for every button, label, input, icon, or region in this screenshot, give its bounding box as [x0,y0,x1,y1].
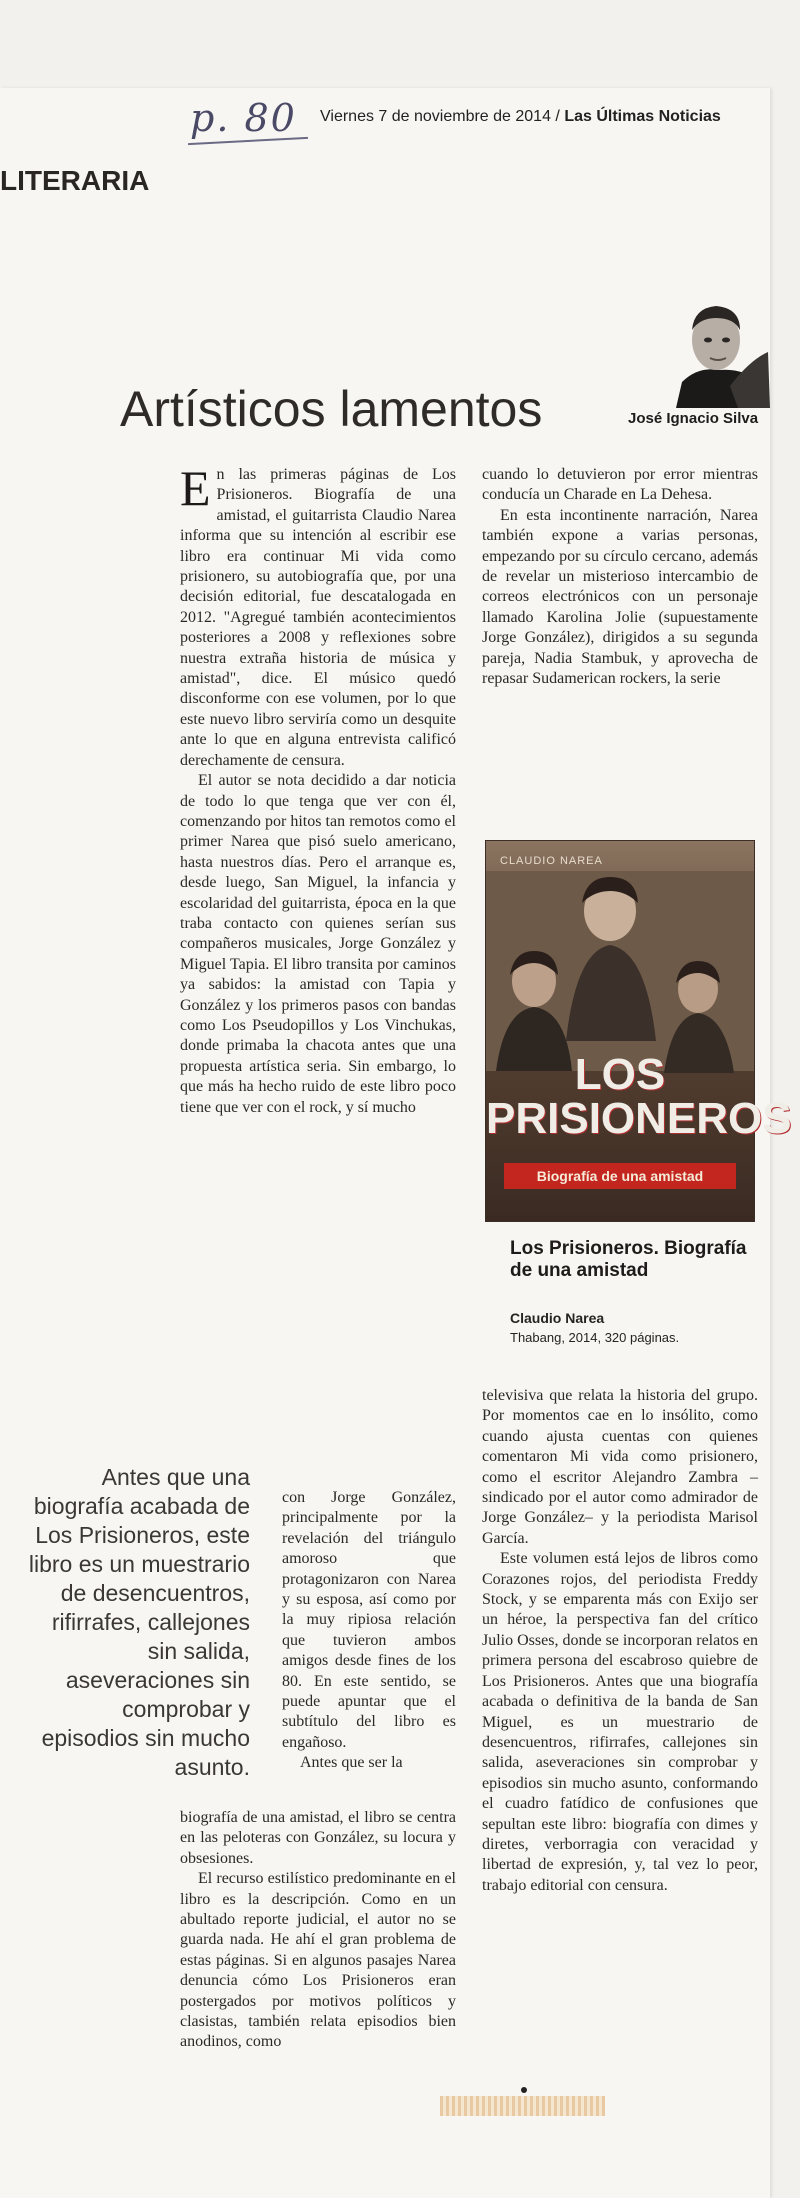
paragraph: El recurso estilístico predominante en el libro es la descripción. Como en un abultado reporte judicial, el autor no se guarda nada. He ahí el gran problema de estas páginas. Si en algunos pasajes Narea denuncia cómo Los Prisioneros eran postergados por motivos políticos y clasistas, también relata episodios bien anodinos, como [180,1870,456,2051]
paragraph: En las primeras páginas de Los Prisioneros. Biografía de una amistad, el guitarrista Claudio Narea informa que su intención al escribir ese libro era continuar Mi vida como prisionero, su autobiografía que, por una decisión editorial, fue descatalogada en 2012. "Agregué también acontecimientos posteriores a 2008 y reflexiones sobre nuestra extraña historia de música y amistad", dice. El músico quedó disconforme con ese volumen, por lo que este nuevo libro serviría como un desquite ante lo que en alguna entrevista calificó derechamente de censura. [180,460,456,769]
book-caption-publisher: Thabang, 2014, 320 páginas. [510,1330,680,1345]
article-column-2-bottom [482,1386,758,1896]
cover-author-label: CLAUDIO NAREA [500,855,603,867]
article-column-1-mid [282,1488,456,1774]
book-caption-author: Claudio Narea [510,1310,605,1326]
header-newspaper-name: Las Últimas Noticias [564,108,721,125]
footer-decoration [440,2096,605,2116]
paragraph: El autor se nota decidido a dar noticia de todo lo que tenga que ver con él, comenzando por hitos tan remotos como el primer Narea que pisó suelo americano, hasta nuestros días. Pero el arranque es, desde luego, San Miguel, la infancia y escolaridad del guitarrista, época en la que traba contacto con quienes serían sus compañeros musicales, Jorge González y Miguel Tapia. El libro transita por caminos ya sabidos: la amistad con Tapia y González y los primeros pasos con bandas como Los Pseudopillos y Los Vinchukas, donde primaba la chacota antes que una propuesta artística seria. Sin embargo, lo que más ha hecho ruido de este libro poco tiene que ver con el rock, y sí mucho [180,772,456,1116]
article-headline: Artísticos lamentos [120,381,543,437]
article-column-1-bottom [180,1808,456,2053]
handwritten-page-number: p. 80 [190,96,297,140]
article-column-1 [180,460,456,1118]
book-caption-title: Los Prisioneros. Biografía de una amistad [510,1238,747,1281]
cover-title: LOS PRISIONEROS [486,1050,792,1143]
page-header [320,108,721,126]
paragraph: Antes que ser la [300,1754,403,1772]
paragraph: biografía de una amistad, el libro se centra en las peloteras con González, su locura y obsesiones. [180,1809,456,1867]
article-column-2-top [482,465,758,689]
paragraph: Este volumen está lejos de libros como Corazones rojos, del periodista Freddy Stock, y se emparenta más con Exijo ser un héroe, la perspectiva fan del crítico Julio Osses, donde se incorporan relatos en primera persona del escabroso quiebre de Los Prisioneros. Antes que una biografía acabada o definitiva de la banda de San Miguel, es un muestrario de desencuentros, rifirrafes, callejones sin salida, aseveraciones sin comprobar y episodios sin mucho asunto, conformando el cuadro fatídico de confusiones que sepultan este libro: biografía con dimes y diretes, verborragia con veracidad y libertad de expresión, y, tal vez lo peor, trabajo editorial con censura. [482,1550,758,1894]
book-cover-image [485,840,792,1222]
drop-cap: E [180,460,211,516]
paragraph: con Jorge González, principalmente por la revelación del triángulo amoroso que protagonizaron con Narea y su esposa, así como por la muy ripiosa relación que tuvieron ambos amigos desde fines de los 80. En este sentido, se puede apuntar que el subtítulo del libro es engañoso. [282,1489,456,1751]
cover-subtitle: Biografía de una amistad [504,1163,736,1189]
paragraph: cuando lo detuvieron por error mientras conducía un Charade en La Dehesa. [482,466,758,504]
paragraph: En esta incontinente narración, Narea también expone a varias personas, empezando por su círculo cercano, además de revelar un misterioso intercambio de correos electrónicos con un personaje llamado Karolina Jolie (supuestamente Jorge González), dirigidos a su segunda pareja, Nadia Stambuk, y aprovecha de repasar Sudamerican rockers, la serie [482,506,758,688]
pull-quote: Antes que una biografía acabada de Los Prisioneros, este libro es un muestrario de desencuentros, rifirrafes, callejones sin salida, aseveraciones sin comprobar y episodios sin mucho asunto. [28,1464,250,1780]
section-label: LITERARIA [0,165,150,196]
paragraph: televisiva que relata la historia del grupo. Por momentos cae en lo insólito, como cuando ajusta cuentas con quienes comentaron Mi vida como prisionero, como el escritor Alejandro Zambra –sindicado por el autor como admirador de Jorge González– y la periodista Marisol García. [482,1387,758,1547]
author-name: José Ignacio Silva [628,410,759,427]
header-date: Viernes 7 de noviembre de 2014 / [320,108,565,125]
author-photo [668,290,770,408]
article-end-mark [521,2087,527,2093]
